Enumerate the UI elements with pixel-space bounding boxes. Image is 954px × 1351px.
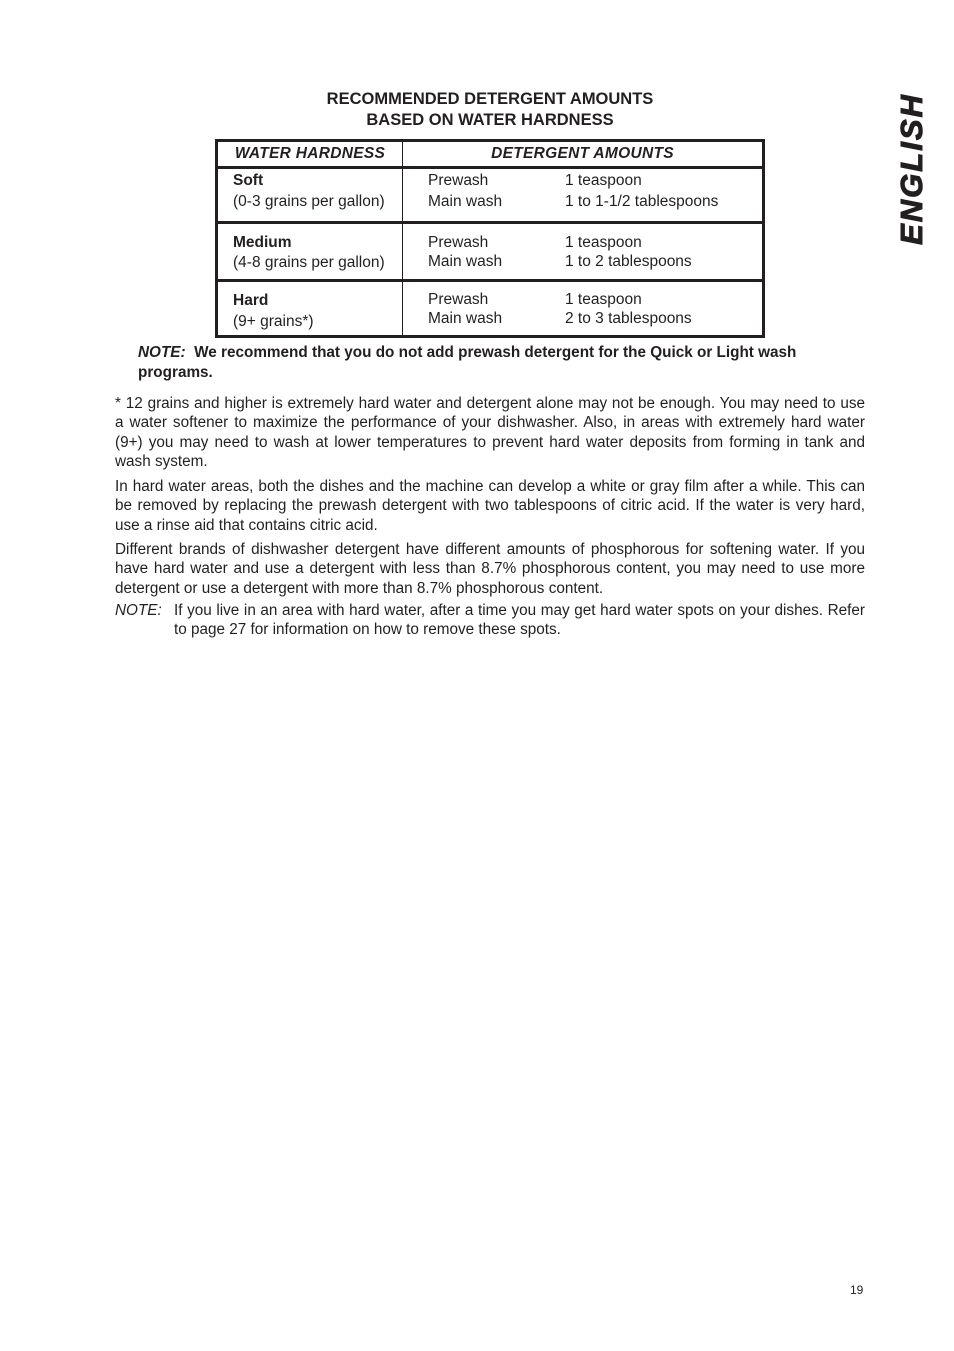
- amount-cell: [403, 223, 764, 281]
- main-wash-label: Main wash: [428, 193, 503, 210]
- section-title: [0, 89, 954, 131]
- header-detergent-amounts: DETERGENT AMOUNTS: [403, 141, 764, 168]
- paragraph-film: In hard water areas, both the dishes and the machine can develop a white or gray film after a while. This can be removed by replacing the prewash detergent with two tablespoons of citric acid. If the water is very hard, use a rinse aid that contains citric acid.: [115, 478, 865, 534]
- prewash-note: [138, 343, 858, 383]
- prewash-label: Prewash: [428, 234, 489, 251]
- section-title-line1: RECOMMENDED DETERGENT AMOUNTS: [326, 90, 654, 108]
- table-row: [217, 223, 764, 281]
- prewash-amount: 1 teaspoon: [565, 234, 642, 251]
- hardness-range: (0-3 grains per gallon): [233, 193, 385, 210]
- main-wash-label: Main wash: [428, 310, 503, 327]
- prewash-note-text: We recommend that you do not add prewash detergent for the Quick or Light wash programs.: [138, 344, 797, 381]
- header-water-hardness: WATER HARDNESS: [217, 141, 403, 168]
- prewash-amount: 1 teaspoon: [565, 172, 642, 189]
- amount-cell: [403, 168, 764, 223]
- hardness-cell: [217, 281, 403, 337]
- hardness-range: (9+ grains*): [233, 313, 314, 330]
- language-tab-label: ENGLISH: [894, 93, 930, 245]
- paragraph-hard-water: * 12 grains and higher is extremely hard water and detergent alone may not be enough. You may need to use a water softener to maximize the performance of your dishwasher. Also, in areas with extremely hard water (9+) you may need to wash at lower temperatures to prevent hard water deposits from forming in tank and wash system.: [115, 395, 865, 471]
- prewash-amount: 1 teaspoon: [565, 291, 642, 308]
- hardness-name: Medium: [233, 234, 292, 251]
- main-wash-amount: 1 to 2 tablespoons: [565, 253, 692, 270]
- prewash-note-label: NOTE:: [138, 344, 186, 361]
- hardness-name: Soft: [233, 172, 264, 189]
- prewash-label: Prewash: [428, 291, 489, 308]
- section-title-line2: BASED ON WATER HARDNESS: [366, 111, 614, 129]
- table-row: [217, 281, 764, 337]
- main-wash-amount: 1 to 1-1/2 tablespoons: [565, 193, 719, 210]
- page-number: 19: [850, 1283, 864, 1297]
- amount-cell: [403, 281, 764, 337]
- hardness-name: Hard: [233, 292, 269, 309]
- paragraph-phosphorous: Different brands of dishwasher detergent have different amounts of phosphorous for softening water. If you have hard water and use a detergent with less than 8.7% phosphorous content, you may need to use more detergent or use a detergent with more than 8.7% phosphorous content.: [115, 541, 865, 597]
- table-header-row: [217, 141, 764, 168]
- spots-note-label: NOTE:: [115, 602, 162, 619]
- main-wash-amount: 2 to 3 tablespoons: [565, 310, 692, 327]
- hardness-cell: [217, 223, 403, 281]
- hardness-cell: [217, 168, 403, 223]
- hardness-range: (4-8 grains per gallon): [233, 254, 385, 271]
- spots-note-text: If you live in an area with hard water, after a time you may get hard water spots on your dishes. Refer to page 27 for information on how to remove these spots.: [174, 602, 865, 638]
- table-row: [217, 168, 764, 223]
- main-wash-label: Main wash: [428, 253, 503, 270]
- spots-note: [115, 601, 865, 639]
- prewash-label: Prewash: [428, 172, 489, 189]
- detergent-table: [215, 139, 765, 338]
